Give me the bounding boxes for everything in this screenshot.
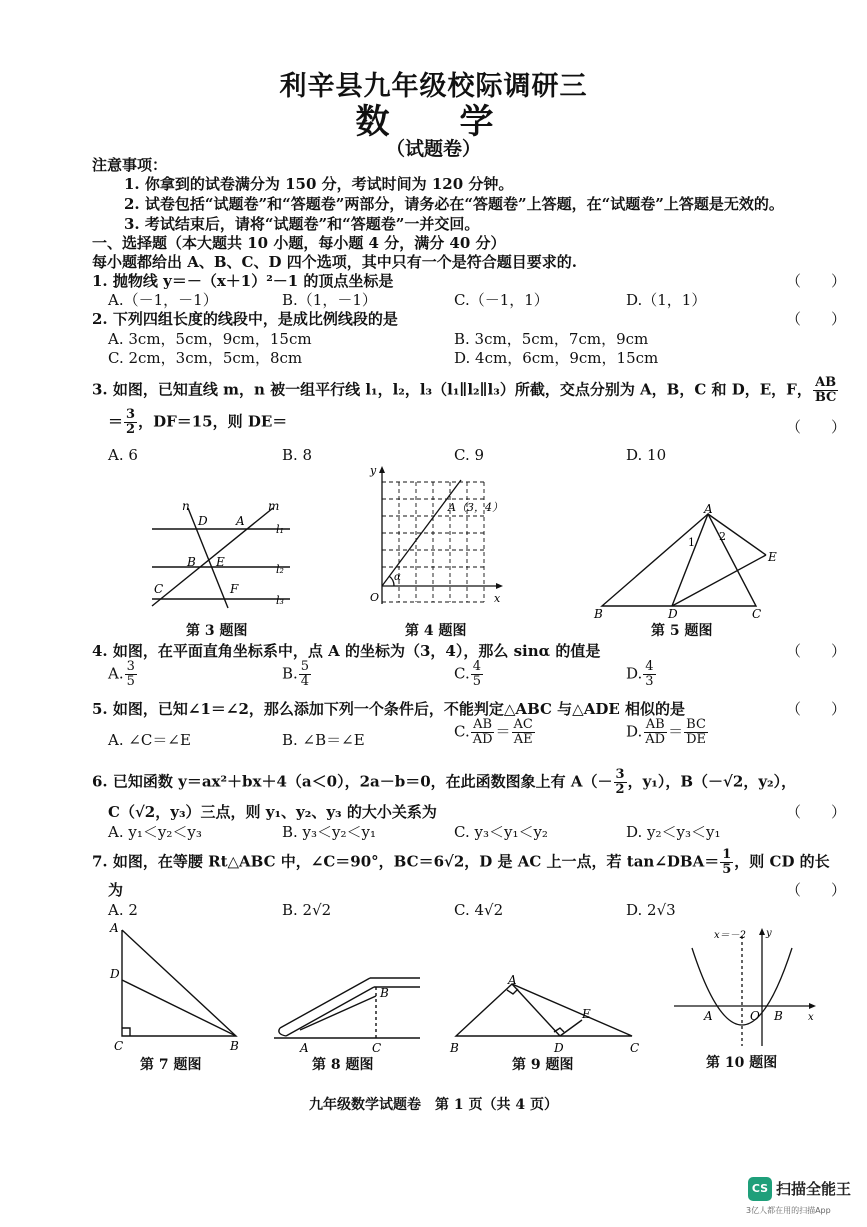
q3-equals: ＝ [108, 412, 124, 431]
note-item-2: 2. 试卷包括“试题卷”和“答题卷”两部分，请务必在“答题卷”上答题，在“试题卷”上答题是无效的。 [124, 195, 784, 213]
q5-option-d-numerator-1: AB [645, 717, 665, 732]
q5-option-d-denominator-1: AD [645, 732, 666, 747]
fig4-label-point-a: A（3，4） [448, 501, 503, 514]
q4-option-c [454, 660, 484, 689]
q5-option-c-denominator-2: AE [513, 732, 533, 747]
q4-stem: 4. 如图，在平面直角坐标系中，点 A 的坐标为（3，4），那么 sinα 的值是 [92, 642, 601, 660]
fig10-label-origin: O [750, 1009, 760, 1023]
q4-option-c-fraction [471, 660, 483, 689]
q4-answer-paren: （ ） [786, 642, 847, 660]
fig10-label-x: x [808, 1012, 814, 1023]
q1-stem: 1. 抛物线 y＝－（x＋1）²－1 的顶点坐标是 [92, 272, 394, 290]
fig3-label-c: C [154, 582, 164, 596]
figure-9-caption: 第 9 题图 [512, 1057, 574, 1073]
q1-option-c: C.（－1，1） [454, 291, 549, 309]
fig9-label-e: E [582, 1007, 591, 1021]
scanner-app-name: 扫描全能王 [776, 1180, 852, 1198]
q4-option-a [108, 660, 138, 689]
q6-stem-line2: C（√2，y₃）三点，则 y₁、y₂、y₃ 的大小关系为 [108, 803, 437, 821]
q5-option-d [626, 718, 709, 747]
fig10-label-b: B [774, 1009, 783, 1023]
fig5-label-angle-2: 2 [719, 530, 726, 543]
fig10-label-axis-of-symmetry: x＝－2 [714, 930, 747, 941]
note-item-1: 1. 你拿到的试卷满分为 150 分，考试时间为 120 分钟。 [124, 175, 514, 193]
q5-option-c-letter: C. [454, 722, 470, 741]
q6-denominator: 2 [615, 782, 625, 797]
q5-option-d-numerator-2: BC [686, 717, 706, 732]
exam-subject-title: 数 学 [355, 102, 512, 142]
q4-option-c-letter: C. [454, 664, 470, 683]
q4-option-d [626, 660, 657, 689]
q7-option-b: B. 2√2 [282, 901, 332, 919]
figure-10-parabola [670, 922, 820, 1050]
q4-option-a-letter: A. [108, 664, 124, 683]
fig8-label-b: B [380, 986, 389, 1000]
q5-stem: 5. 如图，已知∠1＝∠2，那么添加下列一个条件后，不能判定△ABC 与△ADE 相似的是 [92, 700, 686, 718]
q7-stem-line1 [92, 848, 830, 877]
q5-option-d-fraction-1 [643, 718, 667, 747]
q2-option-a: A. 3cm，5cm，9cm，15cm [108, 330, 312, 348]
figure-4-caption: 第 4 题图 [405, 623, 467, 639]
q5-option-d-equals: ＝ [668, 722, 684, 741]
q6-option-b: B. y₃＜y₂＜y₁ [282, 823, 377, 841]
q4-option-d-numerator: 4 [645, 659, 654, 674]
figure-8-escalator [270, 970, 430, 1056]
fig5-label-e: E [768, 550, 777, 564]
exam-paper-type: （试题卷） [385, 138, 481, 160]
fig7-label-b: B [230, 1039, 239, 1053]
fig3-label-l1: l₁ [276, 523, 284, 536]
q5-option-a: A. ∠C＝∠E [108, 731, 191, 749]
note-item-3: 3. 考试结束后，请将“试题卷”和“答题卷”一并交回。 [124, 215, 480, 233]
q7-answer-paren: （ ） [786, 881, 847, 899]
q1-answer-paren: （ ） [786, 272, 847, 290]
q7-option-a: A. 2 [108, 901, 138, 919]
q3-value-fraction [124, 408, 137, 437]
fig9-label-d: D [554, 1041, 564, 1054]
exam-school-title: 利辛县九年级校际调研三 [279, 71, 588, 102]
q1-option-b: B.（1，－1） [282, 291, 377, 309]
fig3-label-l2: l₂ [276, 563, 284, 576]
fig7-label-c: C [114, 1039, 124, 1053]
q5-option-d-denominator-2: DE [686, 732, 707, 747]
fig5-label-c: C [752, 607, 762, 620]
q2-option-c: C. 2cm，3cm，5cm，8cm [108, 349, 303, 367]
q4-option-d-denominator: 3 [645, 674, 654, 689]
q5-option-b: B. ∠B＝∠E [282, 731, 365, 749]
q5-option-c-numerator-1: AB [473, 717, 493, 732]
fig9-label-b: B [450, 1041, 459, 1054]
fig3-label-n: n [182, 499, 190, 513]
fig4-label-y: y [370, 464, 377, 477]
q1-option-d: D.（1，1） [626, 291, 707, 309]
q7-fraction [720, 848, 733, 877]
q3-answer-paren: （ ） [786, 418, 847, 436]
q2-option-d: D. 4cm，6cm，9cm，15cm [454, 349, 659, 367]
q6-option-c: C. y₃＜y₁＜y₂ [454, 823, 548, 841]
figure-4-coordinate-grid [354, 462, 504, 612]
q4-option-b-letter: B. [282, 664, 298, 683]
q2-stem: 2. 下列四组长度的线段中，是成比例线段的是 [92, 310, 398, 328]
section1-heading: 一、选择题（本大题共 10 小题，每小题 4 分，满分 40 分） [92, 234, 506, 252]
fig7-label-d: D [110, 967, 120, 981]
figure-7-right-triangle [104, 918, 252, 1054]
q3-value-denominator: 2 [126, 422, 136, 437]
q2-option-b: B. 3cm，5cm，7cm，9cm [454, 330, 649, 348]
q4-option-d-letter: D. [626, 664, 643, 683]
q4-option-b [282, 660, 312, 689]
fig4-label-origin: O [370, 591, 380, 604]
q3-option-b: B. 8 [282, 446, 313, 464]
figure-10-caption: 第 10 题图 [706, 1055, 778, 1071]
figure-8-caption: 第 8 题图 [312, 1057, 374, 1073]
fig8-label-c: C [372, 1041, 382, 1055]
fig5-label-d: D [668, 607, 678, 620]
q4-option-a-numerator: 3 [126, 659, 135, 674]
q3-option-c: C. 9 [454, 446, 485, 464]
q5-option-d-letter: D. [626, 722, 643, 741]
q7-option-d: D. 2√3 [626, 901, 676, 919]
q6-fraction [614, 768, 627, 797]
fig3-label-b: B [187, 555, 196, 569]
q4-option-b-denominator: 4 [300, 674, 310, 689]
q4-option-d-fraction [643, 660, 655, 689]
scanner-logo-icon: CS [748, 1177, 772, 1201]
fig4-label-alpha: α [394, 572, 401, 583]
q4-option-b-fraction [299, 660, 311, 689]
q4-option-a-denominator: 5 [126, 674, 135, 689]
page-footer: 九年级数学试题卷 第 1 页（共 4 页） [309, 1097, 558, 1113]
fig5-label-angle-1: 1 [688, 536, 695, 549]
q3-stem-end: ，DF＝15，则 DE＝ [138, 412, 288, 431]
q4-option-c-denominator: 5 [472, 674, 481, 689]
q1-option-a: A.（－1，－1） [108, 291, 218, 309]
fig4-label-x: x [494, 592, 501, 605]
q4-option-c-numerator: 4 [472, 659, 481, 674]
q4-option-a-fraction [125, 660, 137, 689]
q3-option-a: A. 6 [108, 446, 138, 464]
fig3-label-d: D [198, 514, 208, 528]
q6-numerator: 3 [615, 767, 625, 782]
q7-option-c: C. 4√2 [454, 901, 504, 919]
q2-answer-paren: （ ） [786, 310, 847, 328]
q3-stem-line1 [92, 376, 839, 405]
q6-answer-paren: （ ） [786, 803, 847, 821]
fig8-label-a: A [300, 1041, 309, 1055]
fig3-label-e: E [216, 555, 225, 569]
scanner-app-tagline: 3亿人都在用的扫描App [746, 1206, 831, 1215]
q3-ratio-numerator: AB [815, 375, 837, 390]
fig3-label-f: F [230, 582, 239, 596]
q3-stem-line2 [108, 408, 287, 437]
figure-9-triangle [446, 970, 642, 1054]
q5-option-c-fraction-2 [512, 718, 535, 747]
q3-value-numerator: 3 [126, 407, 136, 422]
fig3-label-a: A [236, 514, 245, 528]
q6-option-d: D. y₂＜y₃＜y₁ [626, 823, 721, 841]
fig3-label-l3: l₃ [276, 594, 284, 607]
figure-5-caption: 第 5 题图 [651, 623, 713, 639]
fig3-label-m: m [268, 499, 280, 513]
figure-7-caption: 第 7 题图 [140, 1057, 202, 1073]
fig10-label-y: y [766, 928, 772, 939]
q5-option-c [454, 718, 536, 747]
q7-denominator: 5 [722, 862, 732, 877]
q6-stem-text: 6. 已知函数 y＝ax²＋bx＋4（a＜0），2a－b＝0，在此函数图象上有 A（－ [92, 772, 613, 791]
figure-3-caption: 第 3 题图 [186, 623, 248, 639]
q7-numerator: 1 [722, 847, 732, 862]
q5-option-c-fraction-1 [471, 718, 495, 747]
fig9-label-a: A [508, 973, 517, 987]
figure-3-parallel-lines [140, 496, 300, 614]
q7-stem-end: ，则 CD 的长 [734, 852, 830, 871]
fig5-label-b: B [594, 607, 603, 620]
q3-option-d: D. 10 [626, 446, 667, 464]
q5-option-c-denominator-1: AD [472, 732, 493, 747]
q7-stem-line2: 为 [108, 881, 124, 899]
q6-stem-line1 [92, 768, 796, 797]
q3-stem-text: 3. 如图，已知直线 m，n 被一组平行线 l₁，l₂，l₃（l₁∥l₂∥l₃）所截，交点分别为 A，B，C 和 D，E，F， [92, 380, 812, 399]
q5-option-c-numerator-2: AC [513, 717, 533, 732]
q5-option-c-equals: ＝ [495, 722, 511, 741]
q3-ratio-fraction [813, 376, 839, 405]
q6-stem-end: ，y₁），B（－√2，y₂）， [627, 772, 797, 791]
section1-instruction: 每小题都给出 A、B、C、D 四个选项，其中只有一个是符合题目要求的. [92, 253, 577, 271]
notes-heading: 注意事项： [92, 156, 168, 174]
q5-option-d-fraction-2 [684, 718, 708, 747]
q4-option-b-numerator: 5 [300, 659, 310, 674]
fig7-label-a: A [110, 921, 119, 935]
figure-5-triangles [588, 500, 788, 620]
q7-stem-text: 7. 如图，在等腰 Rt△ABC 中，∠C＝90°，BC＝6√2，D 是 AC 上一点，若 tan∠DBA＝ [92, 852, 720, 871]
q3-ratio-denominator: BC [814, 390, 837, 405]
fig9-label-c: C [630, 1041, 640, 1054]
q5-answer-paren: （ ） [786, 700, 847, 718]
fig10-label-a: A [704, 1009, 713, 1023]
q6-option-a: A. y₁＜y₂＜y₃ [108, 823, 202, 841]
fig5-label-a: A [704, 502, 713, 516]
